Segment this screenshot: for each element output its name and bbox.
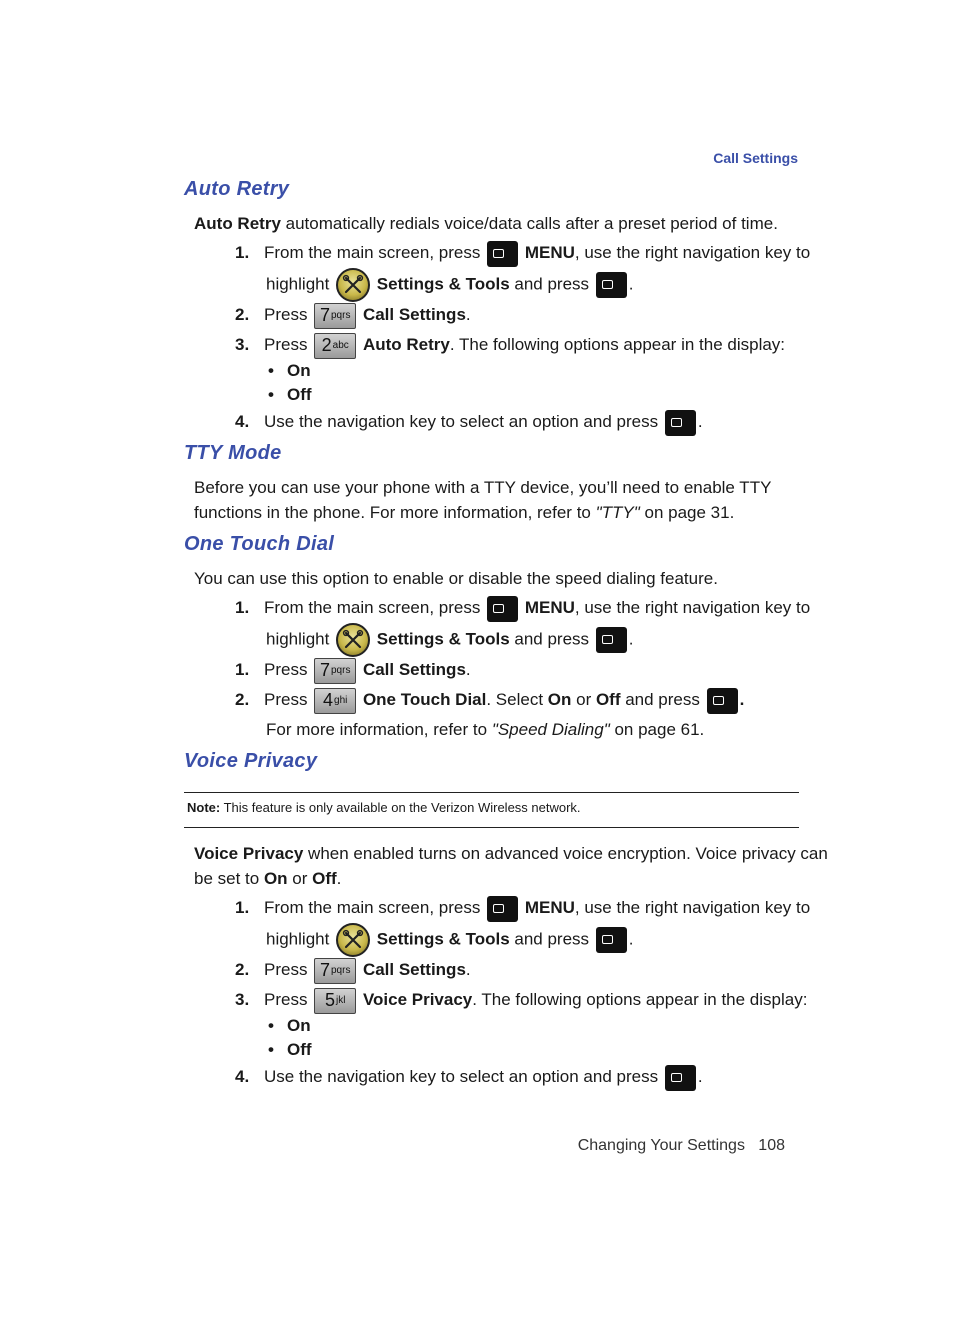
- off-label: Off: [595, 690, 621, 709]
- one-touch-step-3: 2. Press 4 ghi One Touch Dial. Select On or Off and press .: [235, 687, 744, 714]
- step-number: 2.: [235, 690, 250, 709]
- step-text: Press: [264, 335, 308, 354]
- intro-text: when enabled turns on advanced voice encryption. Voice privacy can: [303, 844, 828, 863]
- step-text: , use the right navigation key to: [574, 598, 811, 617]
- tty-text: on page 31.: [639, 503, 735, 522]
- key-digit: 7: [319, 960, 330, 981]
- auto-retry-intro: [194, 211, 778, 236]
- voice-privacy-step-1-cont: highlight Settings & Tools and press .: [266, 923, 634, 957]
- one-touch-intro: You can use this option to enable or disable the speed dialing feature.: [194, 569, 718, 588]
- intro-text: or: [287, 869, 313, 888]
- one-touch-step-1-cont: highlight Settings & Tools and press .: [266, 623, 634, 657]
- step-text: Press: [264, 690, 308, 709]
- step-text: From the main screen, press: [264, 898, 481, 917]
- intro-text: automatically redials voice/data calls after a preset period of time.: [280, 214, 778, 233]
- key-7-icon: [314, 658, 356, 684]
- note-top-divider: [184, 792, 799, 793]
- step-text: From the main screen, press: [264, 243, 481, 262]
- step-number: 3.: [235, 335, 250, 354]
- note-label: Note:: [187, 800, 221, 815]
- key-letters: pqrs: [330, 310, 351, 322]
- step-text: Press: [264, 305, 308, 324]
- settings-tools-label: Settings & Tools: [376, 929, 510, 949]
- note-text: This feature is only available on the Verizon Wireless network.: [220, 800, 581, 815]
- step-text: or: [571, 690, 596, 709]
- more-text: on page 61.: [609, 720, 705, 739]
- key-digit: 5: [324, 990, 335, 1011]
- voice-privacy-intro-2: [194, 866, 341, 891]
- step-text: . The following options appear in the display:: [472, 990, 808, 1009]
- auto-retry-option-on: • On: [268, 361, 311, 380]
- on-label: On: [263, 869, 288, 888]
- settings-tools-icon: [336, 623, 370, 657]
- auto-retry-step-1: [235, 240, 810, 267]
- heading-auto-retry: Auto Retry: [184, 178, 290, 200]
- footer-section-title: Changing Your Settings: [577, 1137, 745, 1154]
- step-number: 2.: [235, 305, 250, 324]
- menu-label: MENU: [524, 243, 575, 262]
- key-digit: 4: [323, 690, 334, 711]
- step-text: highlight: [266, 629, 330, 649]
- step-text: . Select: [486, 690, 548, 709]
- key-4-icon: [314, 688, 356, 714]
- step-text: Use the navigation key to select an option and press: [264, 412, 659, 431]
- menu-softkey-icon: [487, 896, 518, 922]
- ok-key-icon: [596, 272, 627, 298]
- more-text: For more information, refer to: [266, 720, 492, 739]
- heading-tty-mode: TTY Mode: [184, 442, 282, 464]
- menu-label: MENU: [524, 598, 575, 617]
- ok-key-icon: [596, 927, 627, 953]
- key-7-icon: [314, 958, 356, 984]
- settings-tools-label: Settings & Tools: [376, 629, 510, 649]
- voice-privacy-step-4: 4. Use the navigation key to select an option and press .: [235, 1064, 703, 1091]
- key-letters: ghi: [334, 695, 348, 707]
- ok-key-icon: [596, 627, 627, 653]
- tty-line-1: Before you can use your phone with a TTY device, you’ll need to enable TTY: [194, 478, 772, 497]
- key-letters: jkl: [335, 995, 346, 1007]
- page-number: 108: [758, 1137, 785, 1154]
- menu-label: MENU: [524, 898, 575, 917]
- auto-retry-step-3: [235, 332, 785, 359]
- step-text: and press: [514, 274, 590, 294]
- step-text: and press: [620, 690, 700, 709]
- option-label: On: [287, 1016, 311, 1035]
- page-footer: [578, 1137, 785, 1155]
- step-number: 4.: [235, 412, 250, 431]
- intro-text: be set to: [194, 869, 264, 888]
- running-header: Call Settings: [713, 150, 798, 166]
- intro-bold: Voice Privacy: [194, 844, 304, 863]
- key-letters: pqrs: [330, 665, 351, 677]
- step-text: . The following options appear in the display:: [449, 335, 786, 354]
- heading-voice-privacy: Voice Privacy: [184, 750, 318, 772]
- settings-tools-icon: [336, 923, 370, 957]
- step-text: Press: [264, 990, 308, 1009]
- option-label: Off: [287, 385, 312, 404]
- off-label: Off: [312, 869, 337, 888]
- step-number: 2.: [235, 960, 250, 979]
- voice-privacy-label: Voice Privacy: [362, 990, 473, 1009]
- one-touch-more-info: [266, 717, 704, 742]
- tty-text: functions in the phone. For more information, refer to: [194, 503, 596, 522]
- step-number: 1.: [235, 898, 250, 917]
- key-letters: abc: [332, 340, 349, 352]
- heading-one-touch-dial: One Touch Dial: [184, 533, 335, 555]
- key-5-icon: [314, 988, 356, 1014]
- voice-privacy-option-off: • Off: [268, 1040, 312, 1059]
- one-touch-step-1: [235, 595, 810, 622]
- on-label: On: [547, 690, 572, 709]
- key-digit: 7: [319, 305, 330, 326]
- step-number: 3.: [235, 990, 250, 1009]
- auto-retry-option-off: • Off: [268, 385, 312, 404]
- speed-dialing-reference-link[interactable]: "Speed Dialing": [491, 720, 610, 739]
- auto-retry-step-1-cont: highlight Settings & Tools and press .: [266, 268, 634, 302]
- intro-text: .: [336, 869, 342, 888]
- key-7-icon: [314, 303, 356, 329]
- call-settings-label: Call Settings: [362, 960, 466, 979]
- option-label: Off: [287, 1040, 312, 1059]
- voice-privacy-step-2: 2. Press 7 pqrs Call Settings.: [235, 957, 471, 984]
- step-text: and press: [514, 629, 590, 649]
- one-touch-dial-label: One Touch Dial: [362, 690, 487, 709]
- voice-privacy-intro: [194, 841, 828, 866]
- one-touch-step-2: 1. Press 7 pqrs Call Settings.: [235, 657, 471, 684]
- ok-key-icon: [665, 410, 696, 436]
- step-number: 4.: [235, 1067, 250, 1086]
- call-settings-label: Call Settings: [362, 305, 466, 324]
- key-2-icon: [314, 333, 356, 359]
- step-text: Press: [264, 660, 308, 679]
- option-label: On: [287, 361, 311, 380]
- step-text: From the main screen, press: [264, 598, 481, 617]
- tty-reference-link[interactable]: "TTY": [595, 503, 640, 522]
- voice-privacy-step-1: [235, 895, 810, 922]
- key-digit: 7: [319, 660, 330, 681]
- settings-tools-label: Settings & Tools: [376, 274, 510, 294]
- ok-key-icon: [707, 688, 738, 714]
- ok-key-icon: [665, 1065, 696, 1091]
- intro-bold: Auto Retry: [194, 214, 281, 233]
- step-number: 1.: [235, 660, 250, 679]
- auto-retry-step-4: 4. Use the navigation key to select an option and press .: [235, 409, 703, 436]
- step-text: highlight: [266, 274, 330, 294]
- step-text: , use the right navigation key to: [574, 898, 811, 917]
- note-box: [187, 800, 581, 815]
- step-text: Press: [264, 960, 308, 979]
- step-number: 1.: [235, 598, 250, 617]
- key-digit: 2: [321, 335, 332, 356]
- voice-privacy-option-on: • On: [268, 1016, 311, 1035]
- step-number: 1.: [235, 243, 250, 262]
- note-bottom-divider: [184, 827, 799, 828]
- auto-retry-label: Auto Retry: [362, 335, 450, 354]
- tty-line-2: [194, 500, 734, 525]
- step-text: highlight: [266, 929, 330, 949]
- auto-retry-step-2: 2. Press 7 pqrs Call Settings.: [235, 302, 471, 329]
- settings-tools-icon: [336, 268, 370, 302]
- call-settings-label: Call Settings: [362, 660, 466, 679]
- step-text: and press: [514, 929, 590, 949]
- key-letters: pqrs: [330, 965, 351, 977]
- menu-softkey-icon: [487, 241, 518, 267]
- step-text: , use the right navigation key to: [574, 243, 811, 262]
- step-text: Use the navigation key to select an option and press: [264, 1067, 659, 1086]
- voice-privacy-step-3: [235, 987, 807, 1014]
- menu-softkey-icon: [487, 596, 518, 622]
